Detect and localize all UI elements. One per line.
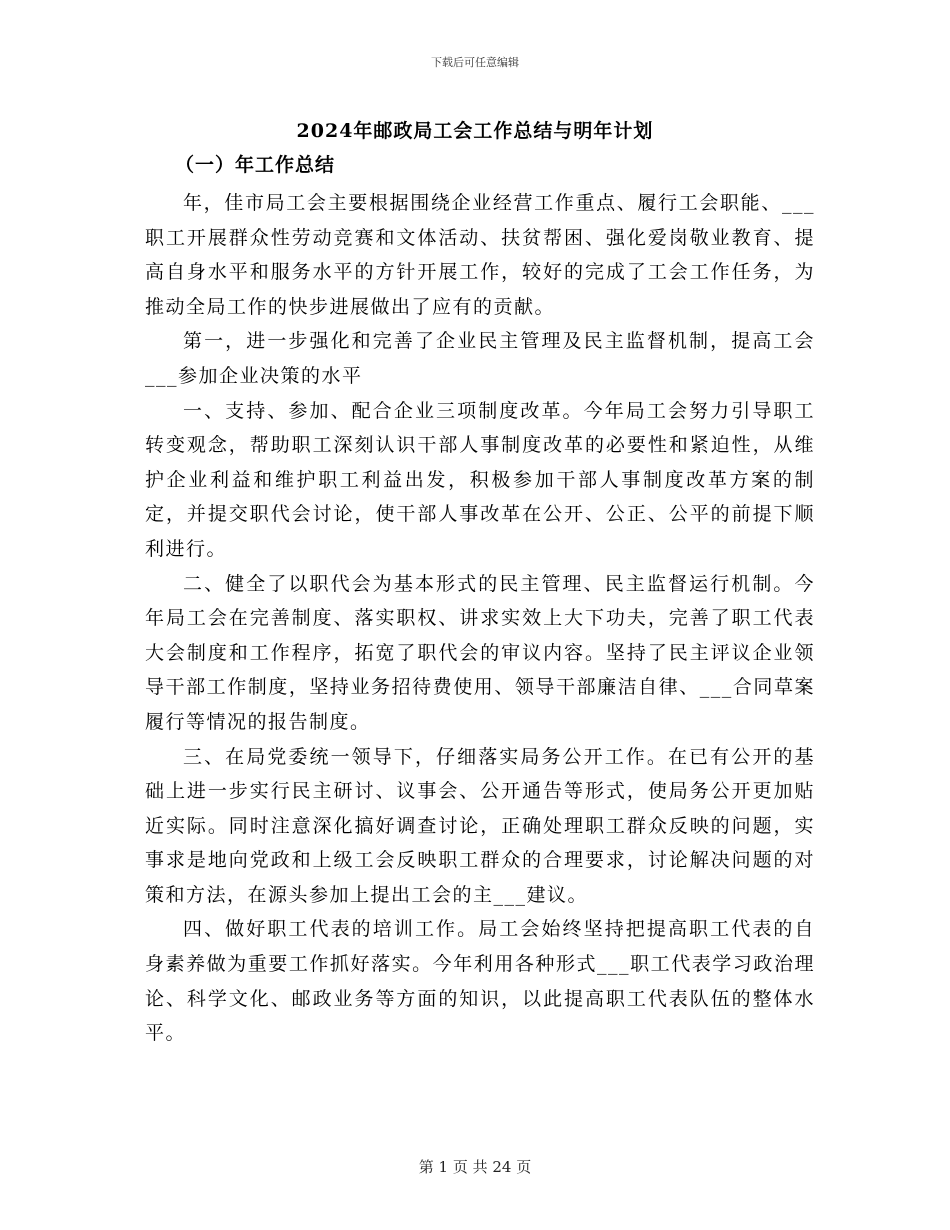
header-note: 下载后可任意编辑 <box>431 56 519 69</box>
paragraph-intro: 年，佳市局工会主要根据围绕企业经营工作重点、履行工会职能、___职工开展群众性劳动竞赛和文体活动、扶贫帮困、强化爱岗敬业教育、提高自身水平和服务水平的方针开展工作，较好的完成了工会工作任务，为推动全局工作的快步进展做出了应有的贡献。 <box>145 192 815 318</box>
paragraph-item-1: 一、支持、参加、配合企业三项制度改革。今年局工会努力引导职工转变观念，帮助职工深刻认识干部人事制度改革的必要性和紧迫性，从维护企业利益和维护职工利益出发，积极参加干部人事制度改革方案的制定，并提交职代会讨论，使干部人事改革在公开、公正、公平的前提下顺利进行。 <box>145 399 815 560</box>
paragraph-item-2: 二、健全了以职代会为基本形式的民主管理、民主监督运行机制。今年局工会在完善制度、落实职权、讲求实效上大下功夫，完善了职工代表大会制度和工作程序，拓宽了职代会的审议内容。坚持了民主评议企业领导干部工作制度，坚持业务招待费使用、领导干部廉洁自律、___合同草案履行等情况的报告制度。 <box>145 572 815 733</box>
document-body <box>145 186 815 1051</box>
document-title: 2024年邮政局工会工作总结与明年计划 <box>296 120 654 142</box>
paragraph-first: 第一，进一步强化和完善了企业民主管理及民主监督机制，提高工会___参加企业决策的水平 <box>145 330 815 387</box>
paragraph-item-4: 四、做好职工代表的培训工作。局工会始终坚持把提高职工代表的自身素养做为重要工作抓好落实。今年利用各种形式___职工代表学习政治理论、科学文化、邮政业务等方面的知识，以此提高职工代表队伍的整体水平。 <box>145 918 815 1045</box>
paragraph-item-3: 三、在局党委统一领导下，仔细落实局务公开工作。在已有公开的基础上进一步实行民主研讨、议事会、公开通告等形式，使局务公开更加贴近实际。同时注意深化搞好调查讨论，正确处理职工群众反映的问题，实事求是地向党政和上级工会反映职工群众的合理要求，讨论解决问题的对策和方法，在源头参加上提出工会的主___建议。 <box>145 745 815 906</box>
section-heading: （一）年工作总结 <box>175 154 336 176</box>
page-number-footer: 第 1 页 共 24 页 <box>418 1158 532 1176</box>
